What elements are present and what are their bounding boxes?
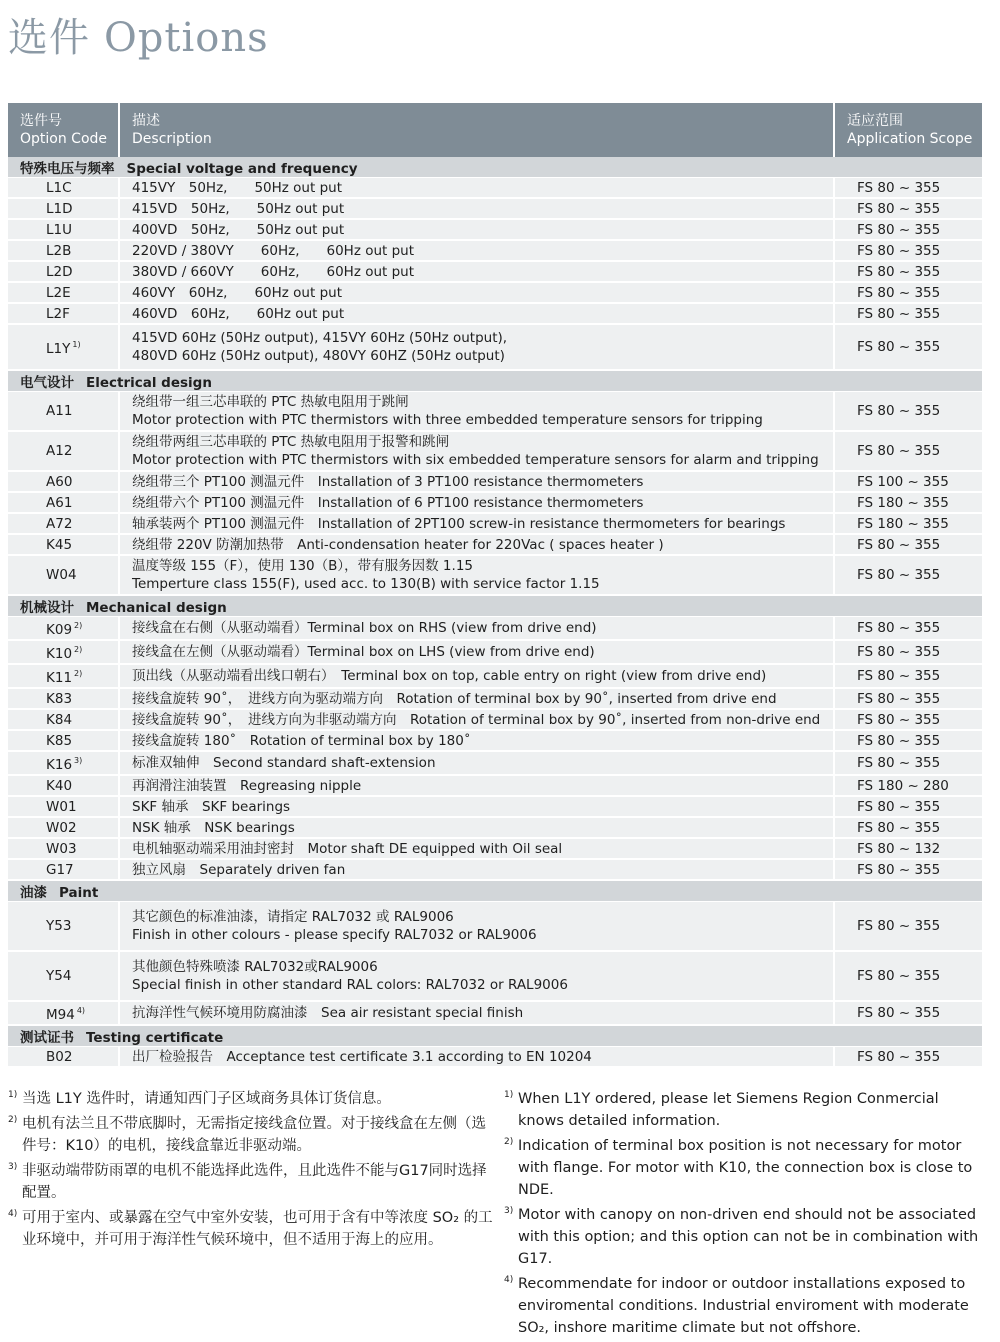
description-line: Motor protection with PTC thermistors with three embedded temperature sensors for tripping (132, 412, 763, 428)
description-line: Special finish in other standard RAL colors: RAL7032 or RAL9006 (132, 977, 568, 993)
option-code: K09 (46, 622, 73, 638)
option-code-cell (8, 392, 119, 432)
option-code: W02 (46, 819, 77, 836)
application-scope-cell: FS 80 ~ 355 (834, 751, 982, 775)
option-code-cell (8, 431, 119, 471)
option-code: W04 (46, 567, 77, 583)
description-line: 绕组带一组三芯串联的 PTC 热敏电阻用于跳闸 (132, 394, 409, 410)
section-title-cn: 机械设计 (20, 600, 74, 616)
page-title (8, 6, 269, 63)
option-code: W01 (46, 798, 77, 815)
footnote-text: Motor with canopy on non-driven end should not be associated with this option; and this option can not be in combination with G17. (518, 1207, 979, 1267)
footnote-mark: 2) (8, 1115, 18, 1125)
footnote (8, 1088, 493, 1110)
section-title-en: Electrical design (86, 375, 212, 391)
table-row (8, 1047, 982, 1068)
option-code-cell (8, 178, 119, 199)
footnote-marker: 4) (76, 1006, 86, 1015)
description-cell (119, 664, 834, 688)
footnotes-chinese (8, 1088, 493, 1254)
table-row (8, 617, 982, 641)
header-description (119, 103, 834, 157)
footnote-text: 当选 L1Y 选件时，请通知西门子区域商务具体订货信息。 (22, 1091, 391, 1107)
description-line: 接线盒旋转 90˚， 进线方向为非驱动端方向 Rotation of terminal box by 90˚, inserted from non-drive end (132, 711, 821, 728)
description-cell (119, 817, 834, 838)
option-code-cell (8, 261, 119, 282)
application-scope-cell: FS 80 ~ 355 (834, 1001, 982, 1025)
option-code-cell (8, 751, 119, 775)
footnote-marker: 3) (74, 756, 83, 765)
description-cell (119, 303, 834, 324)
description-line: 400VD 50Hz, 50Hz out put (132, 221, 345, 238)
option-code-cell (8, 951, 119, 1001)
table-row (8, 688, 982, 709)
description-cell (119, 951, 834, 1001)
description-line: 415VY 50Hz, 50Hz out put (132, 179, 342, 196)
description-line: 480VD 60Hz (50Hz output), 480VY 60HZ (50Hz output) (132, 348, 505, 364)
table-row (8, 796, 982, 817)
section-header-row (8, 370, 982, 392)
description-cell (119, 261, 834, 282)
header-scope-en: Application Scope (847, 131, 973, 147)
footnote-text: 电机有法兰且不带底脚时，无需指定接线盒位置。对于接线盒在左侧（选件号：K10）的电机，接线盒靠近非驱动端。 (22, 1116, 486, 1154)
option-code-cell (8, 198, 119, 219)
option-code: W03 (46, 840, 77, 857)
option-code: K10 (46, 646, 73, 662)
application-scope-cell: FS 80 ~ 355 (834, 709, 982, 730)
option-code: K11 (46, 670, 73, 686)
description-line: 电机轴驱动端采用油封密封 Motor shaft DE equipped with Oil seal (132, 840, 563, 857)
application-scope-cell: FS 80 ~ 355 (834, 178, 982, 199)
option-code-cell (8, 796, 119, 817)
footnote (504, 1088, 984, 1132)
description-cell (119, 796, 834, 817)
header-desc-en: Description (132, 131, 212, 147)
application-scope-cell: FS 80 ~ 355 (834, 303, 982, 324)
footnote (504, 1204, 984, 1270)
application-scope-cell: FS 180 ~ 355 (834, 513, 982, 534)
option-code: B02 (46, 1048, 73, 1065)
description-line: 415VD 60Hz (50Hz output), 415VY 60Hz (50Hz output), (132, 330, 508, 346)
description-cell (119, 471, 834, 492)
description-cell (119, 709, 834, 730)
description-line: 380VD / 660VY 60Hz, 60Hz out put (132, 263, 415, 280)
table-row (8, 951, 982, 1001)
header-code-en: Option Code (20, 131, 108, 147)
footnote-mark: 4) (504, 1275, 514, 1285)
application-scope-cell: FS 80 ~ 355 (834, 431, 982, 471)
section-title-cn: 电气设计 (20, 375, 74, 391)
application-scope-cell: FS 80 ~ 355 (834, 796, 982, 817)
description-line: 460VD 60Hz, 60Hz out put (132, 305, 345, 322)
description-line: 绕组带六个 PT100 测温元件 Installation of 6 PT100 resistance thermometers (132, 494, 644, 511)
option-code-cell (8, 817, 119, 838)
option-code-cell (8, 640, 119, 664)
option-code-cell (8, 534, 119, 555)
description-line: 其他颜色特殊喷漆 RAL7032或RAL9006 (132, 959, 378, 975)
description-line: 接线盒旋转 180˚ Rotation of terminal box by 180˚ (132, 732, 471, 749)
footnote (8, 1160, 493, 1204)
table-row (8, 492, 982, 513)
description-line: Finish in other colours - please specify RAL7032 or RAL9006 (132, 927, 537, 943)
page-title-en: Options (104, 15, 269, 61)
application-scope-cell: FS 180 ~ 280 (834, 775, 982, 796)
table-row (8, 751, 982, 775)
section-title (8, 880, 982, 902)
option-code-cell (8, 303, 119, 324)
table-row (8, 324, 982, 370)
options-table (8, 103, 982, 1068)
option-code-cell (8, 471, 119, 492)
section-title-en: Special voltage and frequency (126, 161, 358, 177)
description-line: 再润滑注油装置 Regreasing nipple (132, 777, 362, 794)
section-title-en: Paint (59, 885, 99, 901)
description-line: 抗海洋性气候环境用防腐油漆 Sea air resistant special finish (132, 1005, 524, 1021)
option-code: L2E (46, 284, 71, 301)
footnote-text: Recommendate for indoor or outdoor installations exposed to enviromental conditions. Industrial enviroment with moderate SO₂, inshore maritime climate but not offshore. (518, 1276, 969, 1336)
description-line: 220VD / 380VY 60Hz, 60Hz out put (132, 242, 415, 259)
application-scope-cell: FS 80 ~ 355 (834, 282, 982, 303)
option-code-cell (8, 492, 119, 513)
table-row (8, 219, 982, 240)
table-row (8, 198, 982, 219)
table-row (8, 392, 982, 432)
table-row (8, 178, 982, 199)
option-code-cell (8, 513, 119, 534)
option-code: L2D (46, 263, 73, 280)
table-row (8, 775, 982, 796)
section-title (8, 595, 982, 617)
header-desc-cn: 描述 (132, 113, 160, 129)
page-title-cn: 选件 (8, 15, 90, 61)
description-cell (119, 555, 834, 595)
description-cell (119, 324, 834, 370)
description-line: Motor protection with PTC thermistors with six embedded temperature sensors for alarm and tripping (132, 452, 819, 468)
option-code-cell (8, 688, 119, 709)
description-cell (119, 640, 834, 664)
option-code-cell (8, 709, 119, 730)
header-code-cn: 选件号 (20, 113, 62, 129)
footnote-mark: 1) (8, 1090, 18, 1100)
option-code: A12 (46, 443, 73, 459)
table-row (8, 664, 982, 688)
option-code-cell (8, 1047, 119, 1068)
header-application-scope (834, 103, 982, 157)
option-code-cell (8, 282, 119, 303)
section-title-cn: 油漆 (20, 885, 47, 901)
table-row (8, 471, 982, 492)
option-code-cell (8, 1001, 119, 1025)
option-code: Y54 (46, 968, 72, 984)
description-line: 出厂检验报告 Acceptance test certificate 3.1 according to EN 10204 (132, 1048, 592, 1065)
table-row (8, 730, 982, 751)
description-cell (119, 240, 834, 261)
table-row (8, 640, 982, 664)
application-scope-cell: FS 80 ~ 355 (834, 198, 982, 219)
section-title-en: Testing certificate (86, 1030, 224, 1046)
description-cell (119, 513, 834, 534)
table-row (8, 902, 982, 952)
description-cell (119, 392, 834, 432)
application-scope-cell: FS 80 ~ 132 (834, 838, 982, 859)
description-line: 415VD 50Hz, 50Hz out put (132, 200, 345, 217)
option-code-cell (8, 775, 119, 796)
description-line: 接线盒旋转 90˚， 进线方向为驱动端方向 Rotation of terminal box by 90˚, inserted from drive end (132, 690, 777, 707)
application-scope-cell: FS 80 ~ 355 (834, 555, 982, 595)
description-cell (119, 178, 834, 199)
option-code: A11 (46, 403, 73, 419)
application-scope-cell: FS 80 ~ 355 (834, 859, 982, 880)
option-code-cell (8, 838, 119, 859)
section-header-row (8, 1025, 982, 1047)
option-code: A60 (46, 473, 73, 490)
application-scope-cell: FS 80 ~ 355 (834, 324, 982, 370)
description-line: 轴承装两个 PT100 测温元件 Installation of 2PT100 screw-in resistance thermometers for bearings (132, 515, 786, 532)
section-title-cn: 测试证书 (20, 1030, 74, 1046)
section-title (8, 370, 982, 392)
application-scope-cell: FS 80 ~ 355 (834, 219, 982, 240)
description-cell (119, 1047, 834, 1068)
application-scope-cell: FS 180 ~ 355 (834, 492, 982, 513)
description-cell (119, 775, 834, 796)
description-cell (119, 617, 834, 641)
option-code-cell (8, 730, 119, 751)
table-row (8, 282, 982, 303)
table-row (8, 303, 982, 324)
option-code: K40 (46, 777, 73, 794)
description-line: 接线盒在左侧（从驱动端看）Terminal box on LHS (view from drive end) (132, 644, 595, 660)
table-header-row (8, 103, 982, 157)
section-title (8, 157, 982, 178)
description-line: NSK 轴承 NSK bearings (132, 819, 295, 836)
description-cell (119, 902, 834, 952)
option-code-cell (8, 219, 119, 240)
option-code: K84 (46, 711, 73, 728)
section-title-en: Mechanical design (86, 600, 227, 616)
footnote (8, 1207, 493, 1251)
option-code: A61 (46, 494, 73, 511)
application-scope-cell: FS 80 ~ 355 (834, 617, 982, 641)
table-row (8, 261, 982, 282)
option-code-cell (8, 324, 119, 370)
option-code: K85 (46, 732, 73, 749)
table-row (8, 240, 982, 261)
footnote-mark: 3) (8, 1162, 18, 1172)
section-header-row (8, 595, 982, 617)
application-scope-cell: FS 80 ~ 355 (834, 951, 982, 1001)
table-row (8, 838, 982, 859)
description-line: 绕组带三个 PT100 测温元件 Installation of 3 PT100 resistance thermometers (132, 473, 644, 490)
footnote (504, 1273, 984, 1339)
application-scope-cell: FS 80 ~ 355 (834, 261, 982, 282)
section-header-row (8, 880, 982, 902)
footnote-mark: 2) (504, 1137, 514, 1147)
table-body (8, 157, 982, 1067)
description-line: 顶出线（从驱动端看出线口朝右） Terminal box on top, cable entry on right (view from drive end) (132, 668, 767, 684)
description-cell (119, 534, 834, 555)
description-cell (119, 859, 834, 880)
table-row (8, 555, 982, 595)
option-code: L2B (46, 242, 72, 259)
description-line: 460VY 60Hz, 60Hz out put (132, 284, 342, 301)
description-line: 独立风扇 Separately driven fan (132, 861, 346, 878)
description-line: 标准双轴伸 Second standard shaft-extension (132, 755, 436, 771)
option-code: L2F (46, 305, 70, 322)
application-scope-cell: FS 80 ~ 355 (834, 1047, 982, 1068)
table-row (8, 513, 982, 534)
option-code-cell (8, 859, 119, 880)
description-line: 接线盒在右侧（从驱动端看）Terminal box on RHS (view from drive end) (132, 620, 597, 636)
option-code-cell (8, 240, 119, 261)
section-header-row (8, 157, 982, 178)
footnote-text: 非驱动端带防雨罩的电机不能选择此选件，且此选件不能与G17同时选择配置。 (22, 1163, 487, 1201)
application-scope-cell: FS 80 ~ 355 (834, 534, 982, 555)
description-cell (119, 431, 834, 471)
option-code: L1Y (46, 341, 71, 357)
section-title-cn: 特殊电压与频率 (20, 161, 115, 177)
footnote-marker: 1) (72, 340, 81, 349)
table-row (8, 817, 982, 838)
option-code: A72 (46, 515, 73, 532)
description-cell (119, 838, 834, 859)
description-line: 绕组带两组三芯串联的 PTC 热敏电阻用于报警和跳闸 (132, 434, 450, 450)
application-scope-cell: FS 80 ~ 355 (834, 688, 982, 709)
description-cell (119, 492, 834, 513)
footnotes-english (504, 1088, 984, 1342)
footnote-marker: 2) (74, 645, 83, 654)
application-scope-cell: FS 80 ~ 355 (834, 664, 982, 688)
application-scope-cell: FS 100 ~ 355 (834, 471, 982, 492)
description-cell (119, 688, 834, 709)
description-cell (119, 219, 834, 240)
option-code: L1D (46, 200, 73, 217)
header-scope-cn: 适应范围 (847, 113, 903, 129)
application-scope-cell: FS 80 ~ 355 (834, 240, 982, 261)
option-code-cell (8, 664, 119, 688)
table-row (8, 534, 982, 555)
description-line: 绕组带 220V 防潮加热带 Anti-condensation heater for 220Vac ( spaces heater ) (132, 536, 664, 553)
footnote-text: Indication of terminal box position is not necessary for motor with flange. For motor with K10, the connection box is close to NDE. (518, 1138, 973, 1198)
footnote-text: 可用于室内、或暴露在空气中室外安装，也可用于含有中等浓度 SO₂ 的工业环境中，并可用于海洋性气候环境中，但不适用于海上的应用。 (22, 1210, 493, 1248)
option-code: L1C (46, 179, 72, 196)
option-code: K16 (46, 757, 73, 773)
footnote-mark: 3) (504, 1206, 514, 1216)
application-scope-cell: FS 80 ~ 355 (834, 817, 982, 838)
footnote-mark: 4) (8, 1209, 18, 1219)
footnote (504, 1135, 984, 1201)
description-cell (119, 198, 834, 219)
description-line: SKF 轴承 SKF bearings (132, 798, 291, 815)
option-code-cell (8, 902, 119, 952)
header-option-code (8, 103, 119, 157)
footnote-mark: 1) (504, 1090, 514, 1100)
application-scope-cell: FS 80 ~ 355 (834, 902, 982, 952)
application-scope-cell: FS 80 ~ 355 (834, 730, 982, 751)
application-scope-cell: FS 80 ~ 355 (834, 392, 982, 432)
footnote (8, 1113, 493, 1157)
option-code: K83 (46, 690, 73, 707)
option-code: Y53 (46, 918, 72, 934)
footnote-text: When L1Y ordered, please let Siemens Region Conmercial knows detailed information. (518, 1091, 939, 1129)
option-code-cell (8, 555, 119, 595)
description-cell (119, 1001, 834, 1025)
description-line: 温度等级 155（F），使用 130（B），带有服务因数 1.15 (132, 558, 473, 574)
table-row (8, 431, 982, 471)
option-code: K45 (46, 536, 73, 553)
description-cell (119, 282, 834, 303)
footnote-marker: 2) (74, 669, 83, 678)
table-row (8, 859, 982, 880)
section-title (8, 1025, 982, 1047)
option-code: M94 (46, 1007, 75, 1023)
option-code: G17 (46, 861, 74, 878)
description-cell (119, 730, 834, 751)
description-cell (119, 751, 834, 775)
table-row (8, 709, 982, 730)
footnote-marker: 2) (74, 621, 83, 630)
application-scope-cell: FS 80 ~ 355 (834, 640, 982, 664)
option-code: L1U (46, 221, 72, 238)
description-line: 其它颜色的标准油漆，请指定 RAL7032 或 RAL9006 (132, 909, 454, 925)
table-row (8, 1001, 982, 1025)
option-code-cell (8, 617, 119, 641)
description-line: Temperture class 155(F), used acc. to 130(B) with service factor 1.15 (132, 576, 600, 592)
